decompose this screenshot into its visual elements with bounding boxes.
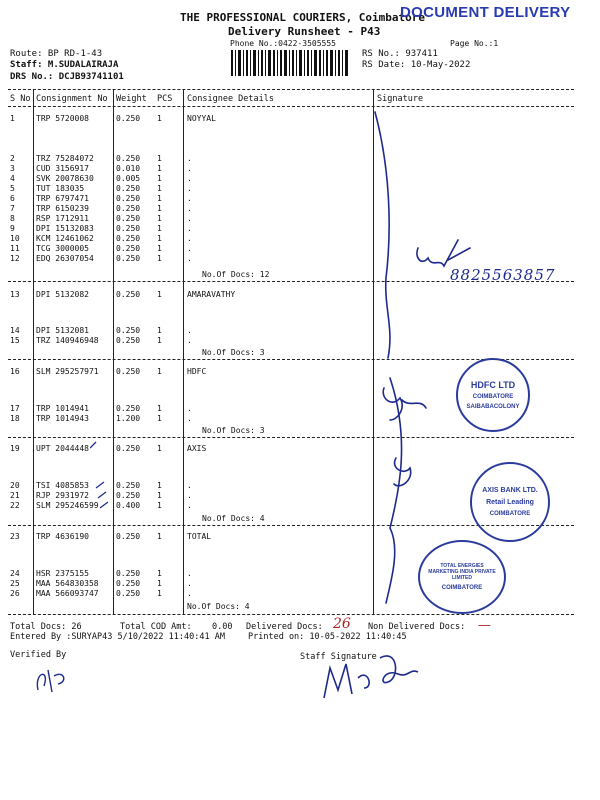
- row-consignee: .: [187, 589, 192, 598]
- row-pcs: 1: [157, 491, 162, 500]
- group-rule: [8, 614, 574, 615]
- row-consignee: AMARAVATHY: [187, 290, 236, 299]
- row-consignee: .: [187, 234, 192, 243]
- row-pcs: 1: [157, 589, 162, 598]
- axis-seal-top: AXIS BANK LTD.: [482, 487, 538, 494]
- row-weight: 0.250: [116, 569, 141, 578]
- row-consignee: TOTAL: [187, 532, 212, 541]
- col-consignee: Consignee Details: [187, 94, 274, 104]
- axis-seal-bottom: COIMBATORE: [489, 511, 531, 517]
- row-consignment: KCM 12461062: [36, 234, 94, 243]
- row-weight: 0.250: [116, 481, 141, 490]
- row-consignment: DPI 15132083: [36, 224, 94, 233]
- row-consignment: TRZ 75284072: [36, 154, 94, 163]
- row-consignment: RJP 2931972: [36, 491, 89, 500]
- row-consignment: SVK 20078630: [36, 174, 94, 183]
- total-docs: Total Docs: 26: [10, 622, 82, 632]
- delivered-docs-label: Delivered Docs:: [246, 622, 323, 632]
- delivered-docs-handwritten: 26: [333, 616, 351, 632]
- row-consignment: TRP 1014943: [36, 414, 89, 423]
- row-pcs: 1: [157, 569, 162, 578]
- row-consignee: .: [187, 184, 192, 193]
- group-doc-count: No.Of Docs: 12: [202, 270, 270, 279]
- row-weight: 0.250: [116, 532, 141, 541]
- row-consignment: DPI 5132082: [36, 290, 89, 299]
- row-consignee: .: [187, 481, 192, 490]
- row-weight: 0.250: [116, 224, 141, 233]
- row-consignee: .: [187, 164, 192, 173]
- row-sno: 13: [10, 290, 20, 299]
- row-sno: 22: [10, 501, 20, 510]
- row-pcs: 1: [157, 234, 162, 243]
- drs-number: DRS No.: DCJB93741101: [10, 72, 124, 82]
- row-consignment: MAA 566093747: [36, 589, 99, 598]
- rs-number: RS No.: 937411: [362, 49, 438, 59]
- row-sno: 3: [10, 164, 15, 173]
- group-doc-count: No.Of Docs: 4: [202, 514, 265, 523]
- row-sno: 18: [10, 414, 20, 423]
- row-weight: 1.200: [116, 414, 141, 423]
- row-pcs: 1: [157, 114, 162, 123]
- row-sno: 23: [10, 532, 20, 541]
- row-pcs: 1: [157, 254, 162, 263]
- row-sno: 6: [10, 194, 15, 203]
- col-pcs: PCS: [157, 94, 173, 104]
- row-weight: 0.250: [116, 214, 141, 223]
- row-weight: 0.250: [116, 404, 141, 413]
- axis-seal: [470, 462, 550, 542]
- row-sno: 12: [10, 254, 20, 263]
- row-sno: 17: [10, 404, 20, 413]
- row-sno: 14: [10, 326, 20, 335]
- row-consignment: RSP 1712911: [36, 214, 89, 223]
- table-header: [0, 94, 600, 104]
- row-weight: 0.250: [116, 154, 141, 163]
- row-weight: 0.250: [116, 326, 141, 335]
- row-consignment: TUT 183035: [36, 184, 85, 193]
- row-pcs: 1: [157, 164, 162, 173]
- row-consignee: .: [187, 501, 192, 510]
- row-sno: 11: [10, 244, 20, 253]
- non-delivered-docs-label: Non Delivered Docs:: [368, 622, 466, 632]
- row-pcs: 1: [157, 184, 162, 193]
- row-weight: 0.250: [116, 491, 141, 500]
- row-weight: 0.010: [116, 164, 141, 173]
- hdfc-seal-mid: COIMBATORE: [472, 394, 514, 400]
- row-consignment: SLM 295257971: [36, 367, 99, 376]
- row-pcs: 1: [157, 367, 162, 376]
- row-consignment: MAA 564830358: [36, 579, 99, 588]
- axis-seal-mid: Retail Leading: [486, 499, 534, 506]
- row-sno: 19: [10, 444, 20, 453]
- phone-number: Phone No.:0422-3505555: [230, 39, 336, 48]
- row-consignee: .: [187, 204, 192, 213]
- hdfc-seal-bottom: SAIBABACOLONY: [466, 404, 520, 410]
- row-weight: 0.250: [116, 589, 141, 598]
- row-weight: 0.250: [116, 114, 141, 123]
- total-seal: [418, 540, 506, 614]
- row-sno: 9: [10, 224, 15, 233]
- row-consignee: .: [187, 491, 192, 500]
- row-consignee: AXIS: [187, 444, 207, 453]
- row-consignee: .: [187, 224, 192, 233]
- total-cod-value: 0.00: [212, 622, 233, 632]
- total-cod-label: Total COD Amt:: [120, 622, 192, 632]
- group-doc-count: No.Of Docs: 4: [187, 602, 250, 611]
- row-consignee: .: [187, 244, 192, 253]
- row-pcs: 1: [157, 290, 162, 299]
- row-sno: 26: [10, 589, 20, 598]
- row-consignee: .: [187, 254, 192, 263]
- row-weight: 0.250: [116, 204, 141, 213]
- row-consignee: .: [187, 404, 192, 413]
- row-consignment: TRP 1014941: [36, 404, 89, 413]
- row-sno: 20: [10, 481, 20, 490]
- row-consignee: .: [187, 579, 192, 588]
- row-weight: 0.250: [116, 579, 141, 588]
- row-consignment: UPT 2044448: [36, 444, 89, 453]
- row-pcs: 1: [157, 414, 162, 423]
- col-sno: S No: [10, 94, 31, 104]
- row-consignment: EDQ 26307054: [36, 254, 94, 263]
- sheet-title: Delivery Runsheet - P43: [228, 25, 381, 38]
- hdfc-seal: [456, 358, 530, 432]
- total-seal-mid: COIMBATORE: [441, 585, 483, 591]
- row-consignment: TCG 3000005: [36, 244, 89, 253]
- row-consignment: TRZ 140946948: [36, 336, 99, 345]
- row-weight: 0.250: [116, 194, 141, 203]
- row-sno: 4: [10, 174, 15, 183]
- route: Route: BP RD-1-43: [10, 49, 103, 59]
- document-delivery-stamp: DOCUMENT DELIVERY: [400, 4, 571, 21]
- hdfc-seal-top: HDFC LTD: [470, 380, 516, 390]
- row-consignee: .: [187, 414, 192, 423]
- row-weight: 0.250: [116, 444, 141, 453]
- row-consignee: NOYYAL: [187, 114, 216, 123]
- row-weight: 0.250: [116, 254, 141, 263]
- col-weight: Weight: [116, 94, 147, 104]
- row-consignee: .: [187, 154, 192, 163]
- row-sno: 1: [10, 114, 15, 123]
- group-doc-count: No.Of Docs: 3: [202, 348, 265, 357]
- group-doc-count: No.Of Docs: 3: [202, 426, 265, 435]
- row-weight: 0.400: [116, 501, 141, 510]
- row-weight: 0.250: [116, 244, 141, 253]
- row-pcs: 1: [157, 194, 162, 203]
- staff-signature-label: Staff Signature: [300, 652, 377, 662]
- row-pcs: 1: [157, 244, 162, 253]
- tick-marks: [90, 440, 150, 510]
- row-pcs: 1: [157, 214, 162, 223]
- row-pcs: 1: [157, 154, 162, 163]
- verified-by: Verified By: [10, 650, 67, 660]
- row-consignee: .: [187, 336, 192, 345]
- row-sno: 24: [10, 569, 20, 578]
- company-name: THE PROFESSIONAL COURIERS, Coimbatore: [180, 11, 426, 24]
- row-pcs: 1: [157, 336, 162, 345]
- row-sno: 5: [10, 184, 15, 193]
- staff-name: Staff: M.SUDALAIRAJA: [10, 60, 119, 70]
- row-pcs: 1: [157, 501, 162, 510]
- row-consignee: HDFC: [187, 367, 207, 376]
- row-pcs: 1: [157, 532, 162, 541]
- page-number: Page No.:1: [450, 39, 499, 48]
- row-consignment: TRP 5720008: [36, 114, 89, 123]
- row-consignee: .: [187, 214, 192, 223]
- row-consignee: .: [187, 194, 192, 203]
- row-weight: 0.005: [116, 174, 141, 183]
- row-pcs: 1: [157, 404, 162, 413]
- row-weight: 0.250: [116, 290, 141, 299]
- total-seal-top: TOTAL ENERGIES MARKETING INDIA PRIVATE LIMITED: [428, 563, 496, 581]
- row-pcs: 1: [157, 204, 162, 213]
- header-top-rule: [8, 89, 574, 90]
- row-consignee: .: [187, 569, 192, 578]
- row-sno: 8: [10, 214, 15, 223]
- row-consignment: TSI 4085853: [36, 481, 89, 490]
- rs-date: RS Date: 10-May-2022: [362, 60, 471, 70]
- entered-by: Entered By :SURYAP43 5/10/2022 11:40:41 AM: [10, 632, 225, 642]
- non-delivered-handwritten: —: [478, 618, 491, 633]
- row-sno: 2: [10, 154, 15, 163]
- row-consignment: TRP 4636190: [36, 532, 89, 541]
- row-sno: 10: [10, 234, 20, 243]
- row-sno: 15: [10, 336, 20, 345]
- row-pcs: 1: [157, 481, 162, 490]
- printed-on: Printed on: 10-05-2022 11:40:45: [248, 632, 407, 642]
- row-consignment: DPI 5132081: [36, 326, 89, 335]
- row-pcs: 1: [157, 174, 162, 183]
- col-consignment: Consignment No: [36, 94, 108, 104]
- staff-signature: [318, 648, 438, 704]
- row-consignment: CUD 3156917: [36, 164, 89, 173]
- row-consignee: .: [187, 174, 192, 183]
- handwritten-phone: 8825563857: [450, 266, 556, 284]
- row-sno: 16: [10, 367, 20, 376]
- row-weight: 0.250: [116, 184, 141, 193]
- row-pcs: 1: [157, 224, 162, 233]
- row-sno: 7: [10, 204, 15, 213]
- row-consignment: TRP 6797471: [36, 194, 89, 203]
- signature-strokes: [370, 108, 570, 608]
- col-signature: Signature: [377, 94, 424, 104]
- row-weight: 0.250: [116, 234, 141, 243]
- row-pcs: 1: [157, 444, 162, 453]
- row-pcs: 1: [157, 326, 162, 335]
- header-bottom-rule: [8, 106, 574, 107]
- row-sno: 21: [10, 491, 20, 500]
- row-weight: 0.250: [116, 336, 141, 345]
- verifier-signature: [30, 662, 80, 696]
- row-weight: 0.250: [116, 367, 141, 376]
- barcode: [231, 50, 349, 76]
- row-sno: 25: [10, 579, 20, 588]
- row-consignment: SLM 295246599: [36, 501, 99, 510]
- row-consignment: TRP 6150239: [36, 204, 89, 213]
- row-consignee: .: [187, 326, 192, 335]
- row-consignment: HSR 2375155: [36, 569, 89, 578]
- row-pcs: 1: [157, 579, 162, 588]
